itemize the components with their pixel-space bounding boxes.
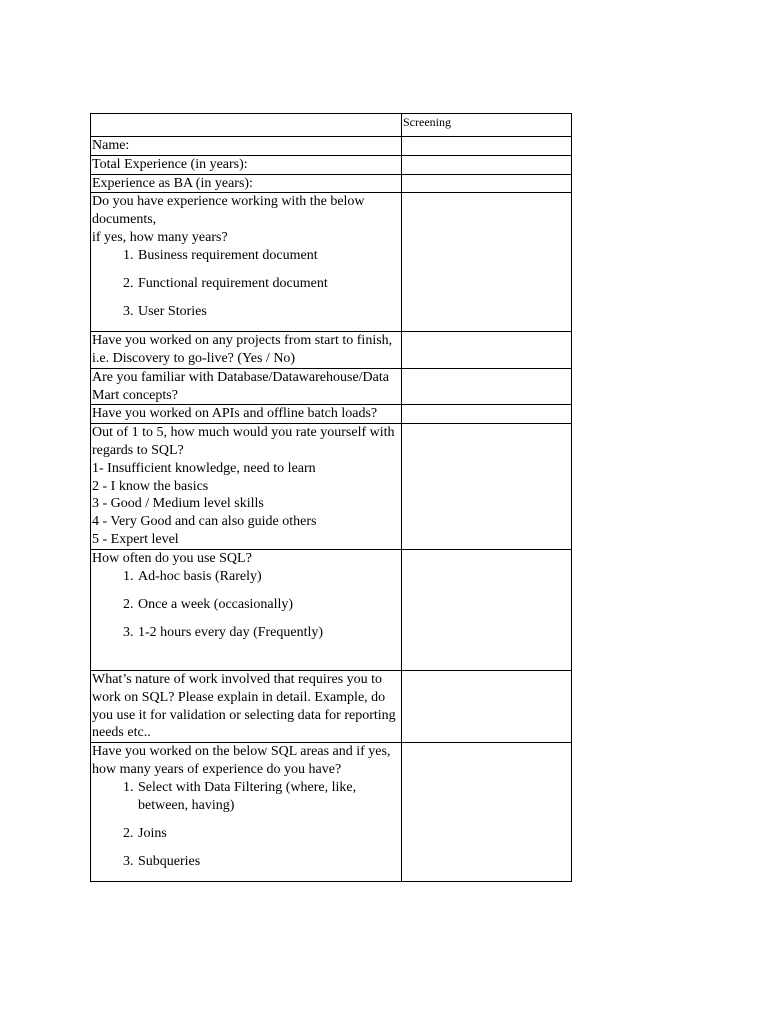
rating-option: 4 - Very Good and can also guide others: [92, 514, 317, 530]
question-cell: [91, 670, 402, 742]
header-row: [91, 114, 572, 137]
question-text: Experience as BA (in years):: [92, 175, 253, 191]
question-cell: [91, 549, 402, 670]
question-text: Are you familiar with Database/Datawarehouse/Data Mart concepts?: [92, 369, 389, 403]
numbered-list: [92, 568, 400, 642]
table-row: [91, 193, 572, 332]
question-text: Out of 1 to 5, how much would you rate yourself with regards to SQL?: [92, 425, 395, 458]
question-text: Have you worked on APIs and offline batch loads?: [92, 406, 378, 422]
question-cell: [91, 368, 402, 405]
question-text: Have you worked on any projects from start to finish, i.e. Discovery to go-live? (Yes / No): [92, 333, 393, 366]
table-row: [91, 174, 572, 193]
rating-option: 3 - Good / Medium level skills: [92, 496, 264, 512]
question-text: Total Experience (in years):: [92, 156, 248, 172]
table-row: [91, 549, 572, 670]
answer-cell[interactable]: [402, 670, 572, 742]
table-row: [91, 155, 572, 174]
answer-cell[interactable]: [402, 405, 572, 424]
question-cell: [91, 332, 402, 369]
list-item: 3. User Stories: [137, 303, 400, 321]
question-text: Do you have experience working with the below documents,: [92, 194, 365, 228]
table-row: [91, 405, 572, 424]
question-cell: [91, 174, 402, 193]
question-cell: [91, 405, 402, 424]
question-cell: [91, 155, 402, 174]
header-screening-cell: Screening: [402, 114, 572, 137]
rating-option: 5 - Expert level: [92, 531, 179, 547]
answer-cell[interactable]: [402, 424, 572, 550]
answer-cell[interactable]: [402, 174, 572, 193]
question-cell: [91, 193, 402, 332]
question-cell: [91, 137, 402, 156]
list-item: 2. Joins: [137, 825, 400, 843]
list-item: 2. Once a week (occasionally): [137, 596, 400, 614]
table-row: [91, 137, 572, 156]
list-item: 1. Ad-hoc basis (Rarely): [137, 568, 400, 586]
list-item: 2. Functional requirement document: [137, 275, 400, 293]
question-cell: [91, 424, 402, 550]
answer-cell[interactable]: [402, 155, 572, 174]
table-row: [91, 424, 572, 550]
question-text: if yes, how many years?: [92, 229, 228, 245]
answer-cell[interactable]: [402, 549, 572, 670]
question-cell: [91, 743, 402, 882]
answer-cell[interactable]: [402, 743, 572, 882]
table-row: [91, 332, 572, 369]
numbered-list: [92, 779, 400, 871]
answer-cell[interactable]: [402, 332, 572, 369]
answer-cell[interactable]: [402, 368, 572, 405]
table-row: [91, 743, 572, 882]
numbered-list: [92, 247, 400, 321]
rating-option: 1- Insufficient knowledge, need to learn: [92, 460, 316, 476]
question-text: What’s nature of work involved that requires you to work on SQL? Please explain in detail. Example, do you use it for validation or selecting data for reporting needs etc..: [92, 671, 396, 741]
list-item: 3. Subqueries: [137, 853, 400, 871]
answer-cell[interactable]: [402, 137, 572, 156]
header-question-cell: [91, 114, 402, 137]
list-item: 1. Select with Data Filtering (where, like, between, having): [137, 779, 400, 815]
question-text: How often do you use SQL?: [92, 550, 252, 566]
table-row: [91, 670, 572, 742]
answer-cell[interactable]: [402, 193, 572, 332]
question-text: Name:: [92, 138, 130, 153]
question-text: Have you worked on the below SQL areas and if yes, how many years of experience do you have?: [92, 744, 391, 777]
rating-option: 2 - I know the basics: [92, 478, 209, 494]
list-item: 3. 1-2 hours every day (Frequently): [137, 624, 400, 642]
table-row: [91, 368, 572, 405]
screening-form-table: [90, 113, 572, 882]
list-item: 1. Business requirement document: [137, 247, 400, 265]
